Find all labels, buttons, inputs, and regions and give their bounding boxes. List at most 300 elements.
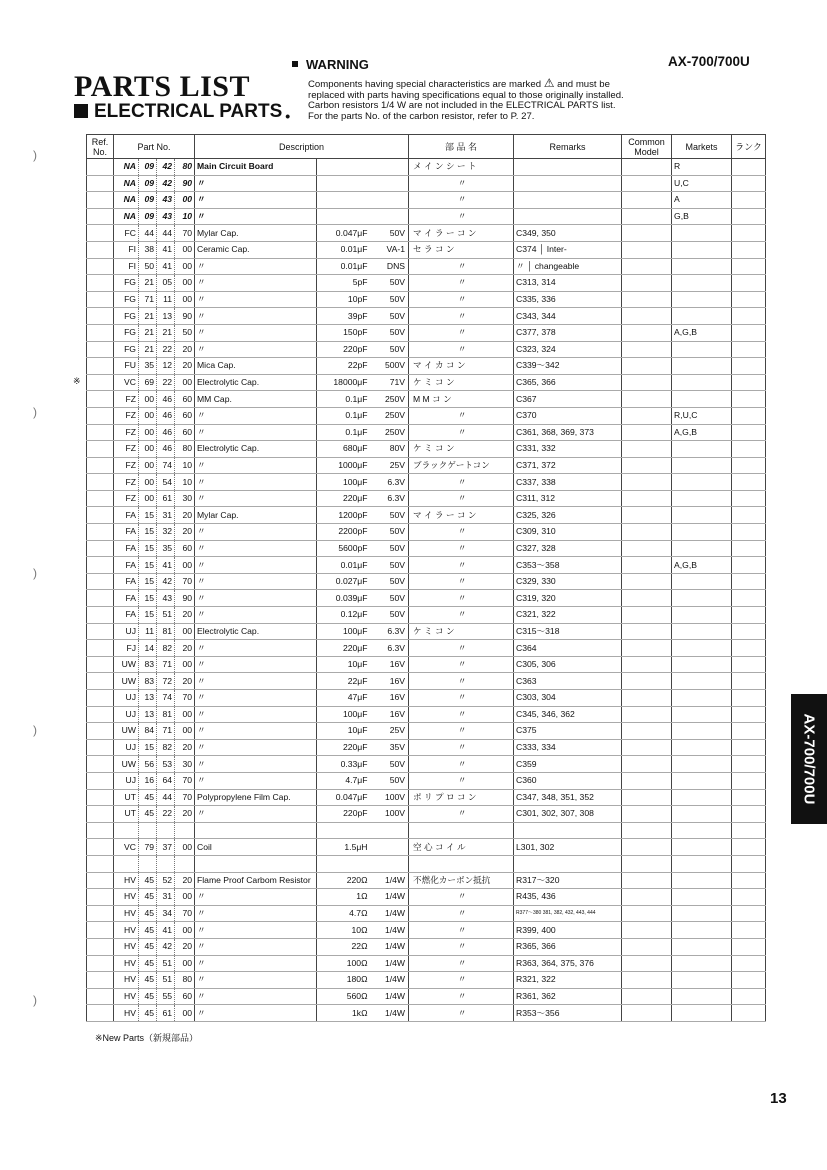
part-no-cell: 00: [175, 275, 195, 292]
japanese-name-cell: 〃: [409, 673, 514, 690]
remarks-cell: R363, 364, 375, 376: [514, 955, 622, 972]
rating-cell: [372, 822, 409, 839]
rating-cell: 50V: [372, 291, 409, 308]
part-no-cell: 53: [157, 756, 175, 773]
remarks-cell: C311, 312: [514, 490, 622, 507]
part-no-cell: FG: [114, 341, 139, 358]
part-no-cell: 90: [175, 308, 195, 325]
part-no-cell: 21: [139, 324, 157, 341]
table-row: [87, 706, 766, 723]
rating-cell: 250V: [372, 391, 409, 408]
japanese-name-cell: ケ ミ コ ン: [409, 441, 514, 458]
part-no-cell: 51: [157, 607, 175, 624]
markets-cell: [672, 656, 732, 673]
common-model-cell: [622, 988, 672, 1005]
part-no-cell: FU: [114, 358, 139, 375]
common-model-cell: [622, 723, 672, 740]
description-cell: 〃: [195, 424, 317, 441]
ref-no-cell: [87, 192, 114, 209]
warning-heading-text: WARNING: [306, 57, 369, 72]
part-no-cell: 00: [175, 656, 195, 673]
remarks-cell: C327, 328: [514, 540, 622, 557]
markets-cell: [672, 723, 732, 740]
table-row: [87, 988, 766, 1005]
table-row: [87, 772, 766, 789]
rank-cell: [732, 540, 766, 557]
markets-cell: [672, 789, 732, 806]
rank-cell: [732, 358, 766, 375]
ref-no-cell: [87, 407, 114, 424]
common-model-cell: [622, 407, 672, 424]
rating-cell: 250V: [372, 424, 409, 441]
part-no-cell: 00: [139, 424, 157, 441]
part-no-cell: 45: [139, 922, 157, 939]
ref-no-cell: [87, 772, 114, 789]
common-model-cell: [622, 159, 672, 176]
japanese-name-cell: 〃: [409, 192, 514, 209]
part-no-cell: 31: [157, 507, 175, 524]
part-no-cell: 70: [175, 690, 195, 707]
value-cell: 1Ω: [317, 889, 372, 906]
remarks-cell: C361, 368, 369, 373: [514, 424, 622, 441]
rank-cell: [732, 457, 766, 474]
rating-cell: [372, 192, 409, 209]
remarks-cell: [514, 159, 622, 176]
markets-cell: [672, 540, 732, 557]
part-no-cell: 41: [157, 557, 175, 574]
rating-cell: 1/4W: [372, 938, 409, 955]
value-cell: 0.1μF: [317, 391, 372, 408]
remarks-cell: C343, 344: [514, 308, 622, 325]
common-model-cell: [622, 623, 672, 640]
part-no-cell: 45: [139, 972, 157, 989]
table-row: [87, 391, 766, 408]
warning-triangle-icon: ⚠: [543, 76, 555, 90]
value-cell: 0.12μF: [317, 607, 372, 624]
part-no-cell: HV: [114, 889, 139, 906]
ref-no-cell: [87, 640, 114, 657]
table-row: [87, 739, 766, 756]
description-cell: Mylar Cap.: [195, 225, 317, 242]
value-cell: 0.027μF: [317, 573, 372, 590]
part-no-cell: HV: [114, 955, 139, 972]
japanese-name-cell: 〃: [409, 806, 514, 823]
remarks-cell: C367: [514, 391, 622, 408]
part-no-cell: 43: [157, 590, 175, 607]
description-cell: 〃: [195, 208, 317, 225]
part-no-cell: 20: [175, 607, 195, 624]
part-no-cell: 00: [175, 723, 195, 740]
ref-no-cell: [87, 872, 114, 889]
common-model-cell: [622, 490, 672, 507]
value-cell: 5600pF: [317, 540, 372, 557]
part-no-cell: 00: [139, 407, 157, 424]
part-no-cell: 74: [157, 457, 175, 474]
japanese-name-cell: 〃: [409, 772, 514, 789]
part-no-cell: 10: [175, 457, 195, 474]
part-no-cell: UT: [114, 806, 139, 823]
ref-no-cell: [87, 1005, 114, 1022]
rank-cell: [732, 524, 766, 541]
rank-cell: [732, 159, 766, 176]
part-no-cell: 45: [139, 988, 157, 1005]
col-japanese-name: 部 品 名: [409, 135, 514, 159]
binding-mark: ): [33, 723, 37, 737]
japanese-name-cell: マ イ カ コ ン: [409, 358, 514, 375]
rank-cell: [732, 922, 766, 939]
part-no-cell: FZ: [114, 474, 139, 491]
part-no-cell: 42: [157, 175, 175, 192]
ref-no-cell: [87, 972, 114, 989]
ref-no-cell: [87, 706, 114, 723]
remarks-cell: [514, 208, 622, 225]
rating-cell: 50V: [372, 756, 409, 773]
rank-cell: [732, 391, 766, 408]
part-no-cell: 15: [139, 573, 157, 590]
table-row: [87, 573, 766, 590]
rating-cell: [372, 855, 409, 872]
japanese-name-cell: 〃: [409, 756, 514, 773]
part-no-cell: 79: [139, 839, 157, 856]
part-no-cell: FZ: [114, 457, 139, 474]
value-cell: 10μF: [317, 723, 372, 740]
ref-no-cell: [87, 922, 114, 939]
common-model-cell: [622, 656, 672, 673]
markets-cell: [672, 839, 732, 856]
markets-cell: A,G,B: [672, 324, 732, 341]
part-no-cell: UW: [114, 756, 139, 773]
value-cell: 22pF: [317, 358, 372, 375]
table-row: [87, 225, 766, 242]
part-no-cell: 44: [157, 225, 175, 242]
description-cell: 〃: [195, 308, 317, 325]
part-no-cell: 45: [139, 889, 157, 906]
parts-table: [86, 134, 766, 1022]
part-no-cell: 15: [139, 524, 157, 541]
remarks-cell: C349, 350: [514, 225, 622, 242]
table-row: [87, 806, 766, 823]
common-model-cell: [622, 241, 672, 258]
common-model-cell: [622, 872, 672, 889]
value-cell: 18000μF: [317, 374, 372, 391]
remarks-cell: C335, 336: [514, 291, 622, 308]
rank-cell: [732, 557, 766, 574]
ref-no-cell: [87, 424, 114, 441]
part-no-cell: [157, 822, 175, 839]
common-model-cell: [622, 225, 672, 242]
japanese-name-cell: 〃: [409, 706, 514, 723]
part-no-cell: UJ: [114, 772, 139, 789]
part-no-cell: 22: [157, 374, 175, 391]
rank-cell: [732, 889, 766, 906]
markets-cell: [672, 607, 732, 624]
remarks-cell: C315～318: [514, 623, 622, 640]
part-no-cell: 20: [175, 673, 195, 690]
part-no-cell: 22: [157, 806, 175, 823]
japanese-name-cell: 〃: [409, 889, 514, 906]
table-row: [87, 607, 766, 624]
ref-no-cell: [87, 374, 114, 391]
part-no-cell: 00: [175, 706, 195, 723]
markets-cell: [672, 258, 732, 275]
part-no-cell: 00: [175, 889, 195, 906]
rank-cell: [732, 374, 766, 391]
part-no-cell: 00: [139, 490, 157, 507]
value-cell: [317, 192, 372, 209]
markets-cell: [672, 905, 732, 922]
part-no-cell: 50: [139, 258, 157, 275]
part-no-cell: 45: [139, 789, 157, 806]
table-row: [87, 889, 766, 906]
part-no-cell: 64: [157, 772, 175, 789]
markets-cell: [672, 706, 732, 723]
value-cell: 4.7Ω: [317, 905, 372, 922]
rating-cell: 6.3V: [372, 640, 409, 657]
remarks-cell: [514, 855, 622, 872]
part-no-cell: FZ: [114, 490, 139, 507]
binding-mark: ): [33, 993, 37, 1007]
col-remarks: Remarks: [514, 135, 622, 159]
japanese-name-cell: 〃: [409, 1005, 514, 1022]
rank-cell: [732, 424, 766, 441]
remarks-cell: R377～380 381, 382, 432, 443, 444: [514, 905, 622, 922]
markets-cell: [672, 889, 732, 906]
part-no-cell: 90: [175, 590, 195, 607]
part-no-cell: 82: [157, 739, 175, 756]
remarks-cell: C329, 330: [514, 573, 622, 590]
remarks-cell: R353～356: [514, 1005, 622, 1022]
model-name: AX-700/700U: [668, 54, 750, 69]
markets-cell: [672, 673, 732, 690]
common-model-cell: [622, 739, 672, 756]
col-rank: ランク: [732, 135, 766, 159]
description-cell: 〃: [195, 673, 317, 690]
remarks-cell: R321, 322: [514, 972, 622, 989]
part-no-cell: FZ: [114, 424, 139, 441]
description-cell: 〃: [195, 1005, 317, 1022]
japanese-name-cell: 〃: [409, 640, 514, 657]
description-cell: 〃: [195, 474, 317, 491]
rank-cell: [732, 623, 766, 640]
col-markets: Markets: [672, 135, 732, 159]
common-model-cell: [622, 640, 672, 657]
japanese-name-cell: M M コ ン: [409, 391, 514, 408]
remarks-cell: C339～342: [514, 358, 622, 375]
remarks-cell: C325, 326: [514, 507, 622, 524]
description-cell: 〃: [195, 972, 317, 989]
markets-cell: [672, 988, 732, 1005]
common-model-cell: [622, 391, 672, 408]
part-no-cell: 00: [175, 557, 195, 574]
ref-no-cell: [87, 573, 114, 590]
value-cell: [317, 855, 372, 872]
value-cell: 100Ω: [317, 955, 372, 972]
common-model-cell: [622, 341, 672, 358]
rating-cell: 1/4W: [372, 922, 409, 939]
description-cell: 〃: [195, 557, 317, 574]
common-model-cell: [622, 507, 672, 524]
markets-cell: A,G,B: [672, 557, 732, 574]
rank-cell: [732, 772, 766, 789]
remarks-cell: R399, 400: [514, 922, 622, 939]
part-no-cell: 46: [157, 424, 175, 441]
part-no-cell: 13: [139, 706, 157, 723]
remarks-cell: [514, 822, 622, 839]
table-row: [87, 441, 766, 458]
description-cell: Flame Proof Carbom Resistor: [195, 872, 317, 889]
description-cell: 〃: [195, 291, 317, 308]
japanese-name-cell: 〃: [409, 905, 514, 922]
common-model-cell: [622, 175, 672, 192]
table-row: [87, 789, 766, 806]
remarks-cell: C321, 322: [514, 607, 622, 624]
japanese-name-cell: 空 心 コ イ ル: [409, 839, 514, 856]
remarks-cell: C370: [514, 407, 622, 424]
common-model-cell: [622, 955, 672, 972]
common-model-cell: [622, 474, 672, 491]
ref-no-cell: [87, 756, 114, 773]
part-no-cell: FA: [114, 557, 139, 574]
description-cell: Mica Cap.: [195, 358, 317, 375]
common-model-cell: [622, 524, 672, 541]
common-model-cell: [622, 972, 672, 989]
part-no-cell: 50: [175, 324, 195, 341]
ref-no-cell: [87, 988, 114, 1005]
part-no-cell: FZ: [114, 441, 139, 458]
japanese-name-cell: 〃: [409, 291, 514, 308]
part-no-cell: 13: [157, 308, 175, 325]
page-number: 13: [770, 1090, 787, 1107]
part-no-cell: 41: [157, 258, 175, 275]
value-cell: 0.01μF: [317, 241, 372, 258]
description-cell: 〃: [195, 540, 317, 557]
part-no-cell: 00: [175, 374, 195, 391]
part-no-cell: 43: [157, 192, 175, 209]
part-no-cell: 20: [175, 524, 195, 541]
part-no-cell: 20: [175, 872, 195, 889]
description-cell: 〃: [195, 573, 317, 590]
part-no-cell: [139, 822, 157, 839]
remarks-cell: 〃 │ changeable: [514, 258, 622, 275]
description-cell: 〃: [195, 192, 317, 209]
value-cell: 1200pF: [317, 507, 372, 524]
value-cell: [317, 159, 372, 176]
part-no-cell: 61: [157, 490, 175, 507]
description-cell: 〃: [195, 739, 317, 756]
part-no-cell: FC: [114, 225, 139, 242]
common-model-cell: [622, 607, 672, 624]
description-cell: 〃: [195, 590, 317, 607]
table-row: [87, 822, 766, 839]
remarks-cell: L301, 302: [514, 839, 622, 856]
markets-cell: [672, 756, 732, 773]
part-no-cell: 00: [175, 291, 195, 308]
part-no-cell: FA: [114, 607, 139, 624]
rank-cell: [732, 341, 766, 358]
japanese-name-cell: 〃: [409, 955, 514, 972]
part-no-cell: 00: [175, 839, 195, 856]
japanese-name-cell: 〃: [409, 938, 514, 955]
table-row: [87, 756, 766, 773]
remarks-cell: C360: [514, 772, 622, 789]
value-cell: 1kΩ: [317, 1005, 372, 1022]
common-model-cell: [622, 258, 672, 275]
description-cell: 〃: [195, 988, 317, 1005]
remarks-cell: R317～320: [514, 872, 622, 889]
footnote: ※New Parts（新規部品）: [95, 1033, 199, 1043]
markets-cell: [672, 308, 732, 325]
ref-no-cell: [87, 806, 114, 823]
japanese-name-cell: 〃: [409, 258, 514, 275]
common-model-cell: [622, 938, 672, 955]
rating-cell: 1/4W: [372, 955, 409, 972]
markets-cell: [672, 358, 732, 375]
ref-no-cell: [87, 690, 114, 707]
rank-cell: [732, 241, 766, 258]
japanese-name-cell: 〃: [409, 208, 514, 225]
table-row: [87, 690, 766, 707]
part-no-cell: 52: [157, 872, 175, 889]
rating-cell: DNS: [372, 258, 409, 275]
ref-no-cell: [87, 938, 114, 955]
rank-cell: [732, 607, 766, 624]
rating-cell: [372, 175, 409, 192]
part-no-cell: [157, 855, 175, 872]
part-no-cell: 31: [157, 889, 175, 906]
markets-cell: U,C: [672, 175, 732, 192]
description-cell: 〃: [195, 772, 317, 789]
value-cell: 0.33μF: [317, 756, 372, 773]
description-cell: Polypropylene Film Cap.: [195, 789, 317, 806]
japanese-name-cell: セ ラ コ ン: [409, 241, 514, 258]
value-cell: [317, 208, 372, 225]
table-row: [87, 358, 766, 375]
markets-cell: [672, 573, 732, 590]
description-cell: 〃: [195, 275, 317, 292]
side-tab: [791, 694, 827, 824]
value-cell: 39pF: [317, 308, 372, 325]
japanese-name-cell: 〃: [409, 723, 514, 740]
table-row: [87, 241, 766, 258]
value-cell: 0.01μF: [317, 258, 372, 275]
ref-no-cell: [87, 358, 114, 375]
part-no-cell: 83: [139, 673, 157, 690]
value-cell: 150pF: [317, 324, 372, 341]
value-cell: 22Ω: [317, 938, 372, 955]
markets-cell: R,U,C: [672, 407, 732, 424]
rank-cell: [732, 441, 766, 458]
value-cell: 220μF: [317, 739, 372, 756]
part-no-cell: NA: [114, 192, 139, 209]
japanese-name-cell: 〃: [409, 573, 514, 590]
ref-no-cell: [87, 507, 114, 524]
part-no-cell: 00: [175, 955, 195, 972]
table-row: [87, 673, 766, 690]
table-row: [87, 258, 766, 275]
part-no-cell: NA: [114, 159, 139, 176]
value-cell: 10μF: [317, 656, 372, 673]
value-cell: 560Ω: [317, 988, 372, 1005]
ref-no-cell: [87, 656, 114, 673]
value-cell: 0.01μF: [317, 557, 372, 574]
description-cell: MM Cap.: [195, 391, 317, 408]
rating-cell: 6.3V: [372, 623, 409, 640]
part-no-cell: 00: [175, 241, 195, 258]
description-cell: Mylar Cap.: [195, 507, 317, 524]
common-model-cell: [622, 839, 672, 856]
remarks-cell: C319, 320: [514, 590, 622, 607]
part-no-cell: FA: [114, 540, 139, 557]
